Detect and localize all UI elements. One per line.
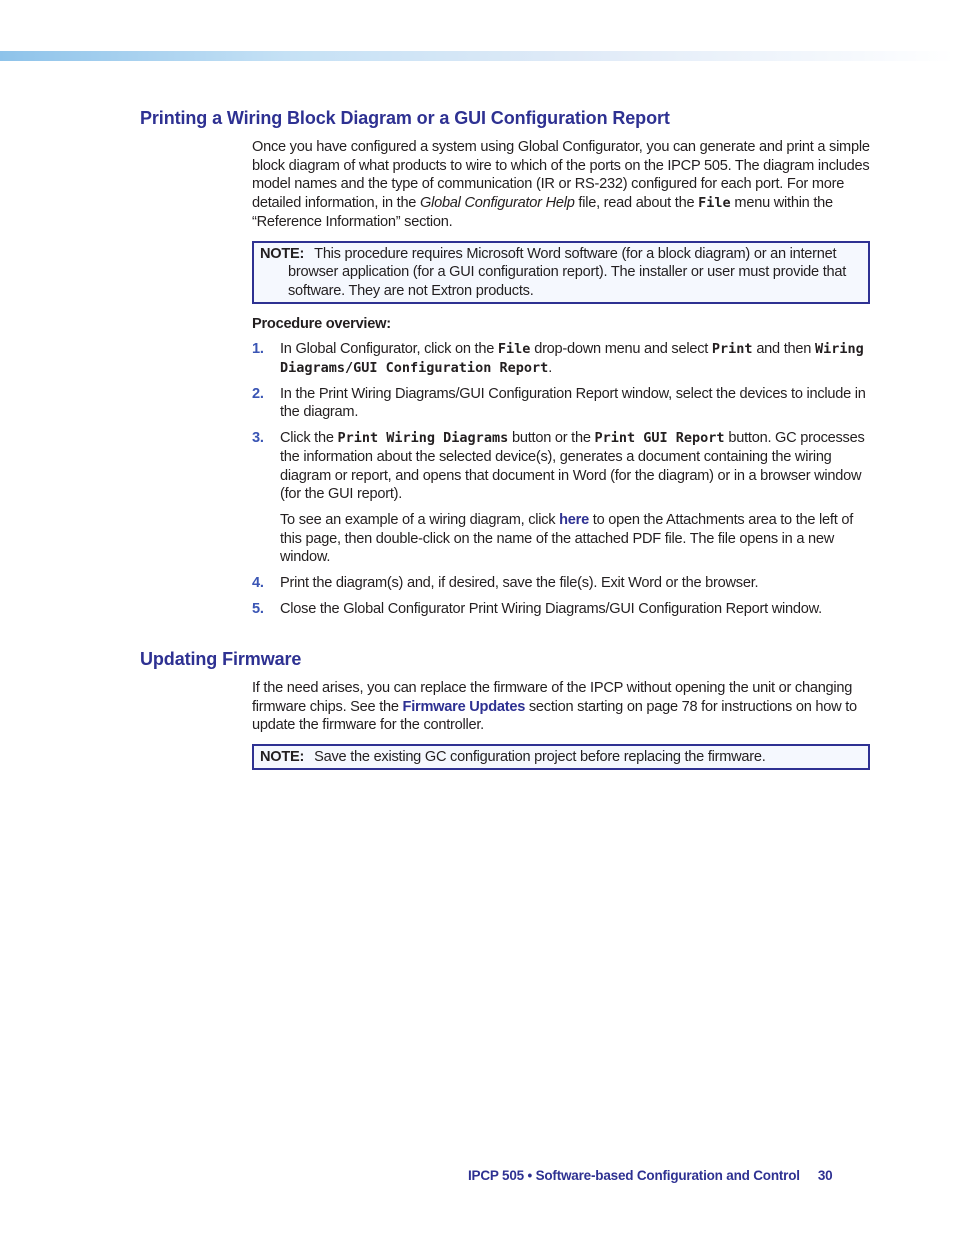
text: In the Print Wiring Diagrams/GUI Configuration Report window, select the devices to include in the diagram.	[280, 385, 866, 421]
note-label: NOTE:	[260, 245, 305, 262]
header-gradient-bar	[0, 51, 954, 61]
intro-paragraph	[252, 138, 870, 232]
note-box	[252, 744, 870, 770]
intro-paragraph	[252, 679, 870, 735]
step-item	[252, 385, 870, 422]
section-firmware-body	[252, 679, 870, 770]
footer-title: IPCP 505 • Software-based Configuration and Control	[468, 1168, 800, 1183]
ui-ref: Print Wiring Diagrams	[337, 430, 509, 447]
file-menu-ref: File	[698, 195, 731, 212]
note-box	[252, 241, 870, 304]
step-item	[252, 340, 870, 377]
step-note	[280, 511, 870, 567]
text: drop-down menu and select	[530, 341, 712, 358]
text: and then	[752, 341, 815, 358]
page-number: 30	[817, 1168, 833, 1183]
procedure-steps	[252, 340, 870, 618]
step-item	[252, 574, 870, 593]
ui-ref: Wiring Diagrams/GUI Configuration Report	[280, 341, 864, 377]
step-item	[252, 600, 870, 619]
section-heading-printing: Printing a Wiring Block Diagram or a GUI Configuration Report	[140, 108, 670, 128]
text: If the need arises, you can replace the firmware of the IPCP without opening the unit or changing firmware chips. See the	[252, 680, 853, 715]
text: Once you have configured a system using Global Configurator, you can generate and print a simple block diagram of what products to wire to which of the ports on the IPCP 505. The diagram includes model names and the type of communication (IR or RS-232) configured for each port. For more detailed information, in the	[252, 139, 870, 212]
text: Close the Global Configurator Print Wiring Diagrams/GUI Configuration Report window.	[280, 600, 822, 617]
section-heading-firmware: Updating Firmware	[140, 649, 302, 669]
note-text: This procedure requires Microsoft Word software (for a block diagram) or an internet browser application (for a GUI configuration report). The installer or user must provide that software. They are not Extron products.	[288, 245, 847, 299]
text: button or the	[508, 430, 595, 447]
text: file, read about the	[574, 195, 699, 212]
text: To see an example of a wiring diagram, click	[280, 511, 560, 528]
section-printing-body	[252, 138, 870, 618]
note-text: Save the existing GC configuration project before replacing the firmware.	[314, 749, 766, 766]
ui-ref: Print GUI Report	[594, 430, 725, 447]
step-number: 3.	[252, 430, 264, 447]
text: Print the diagram(s) and, if desired, save the file(s). Exit Word or the browser.	[280, 575, 759, 592]
text: to open the Attachments area to the left of this page, then double-click on the name of the attached PDF file. The file opens in a new window.	[280, 511, 853, 566]
here-link[interactable]: here	[559, 511, 589, 528]
text: .	[548, 360, 553, 377]
text: button. GC processes the information about the selected device(s), generates a document containing the wiring diagram or report, and opens that document in Word (for the diagram) or in a browser window (for the GUI report).	[280, 430, 865, 503]
step-item	[252, 429, 870, 567]
ui-ref: File	[497, 341, 531, 358]
step-number: 1.	[252, 341, 264, 358]
ui-ref: Print	[711, 341, 753, 358]
procedure-heading: Procedure overview:	[252, 315, 391, 332]
text: In Global Configurator, click on the	[280, 341, 498, 358]
note-label: NOTE:	[260, 749, 305, 766]
step-number: 5.	[252, 600, 264, 617]
text: Click the	[280, 430, 338, 447]
help-file-name: Global Configurator Help	[419, 195, 575, 212]
step-number: 2.	[252, 385, 264, 402]
step-number: 4.	[252, 575, 264, 592]
text: section starting on page 78 for instructions on how to update the firmware for the controller.	[252, 698, 857, 734]
text: menu within the “Reference Information” section.	[252, 195, 833, 230]
firmware-updates-link[interactable]: Firmware Updates	[402, 698, 526, 715]
page-footer	[468, 1168, 832, 1183]
